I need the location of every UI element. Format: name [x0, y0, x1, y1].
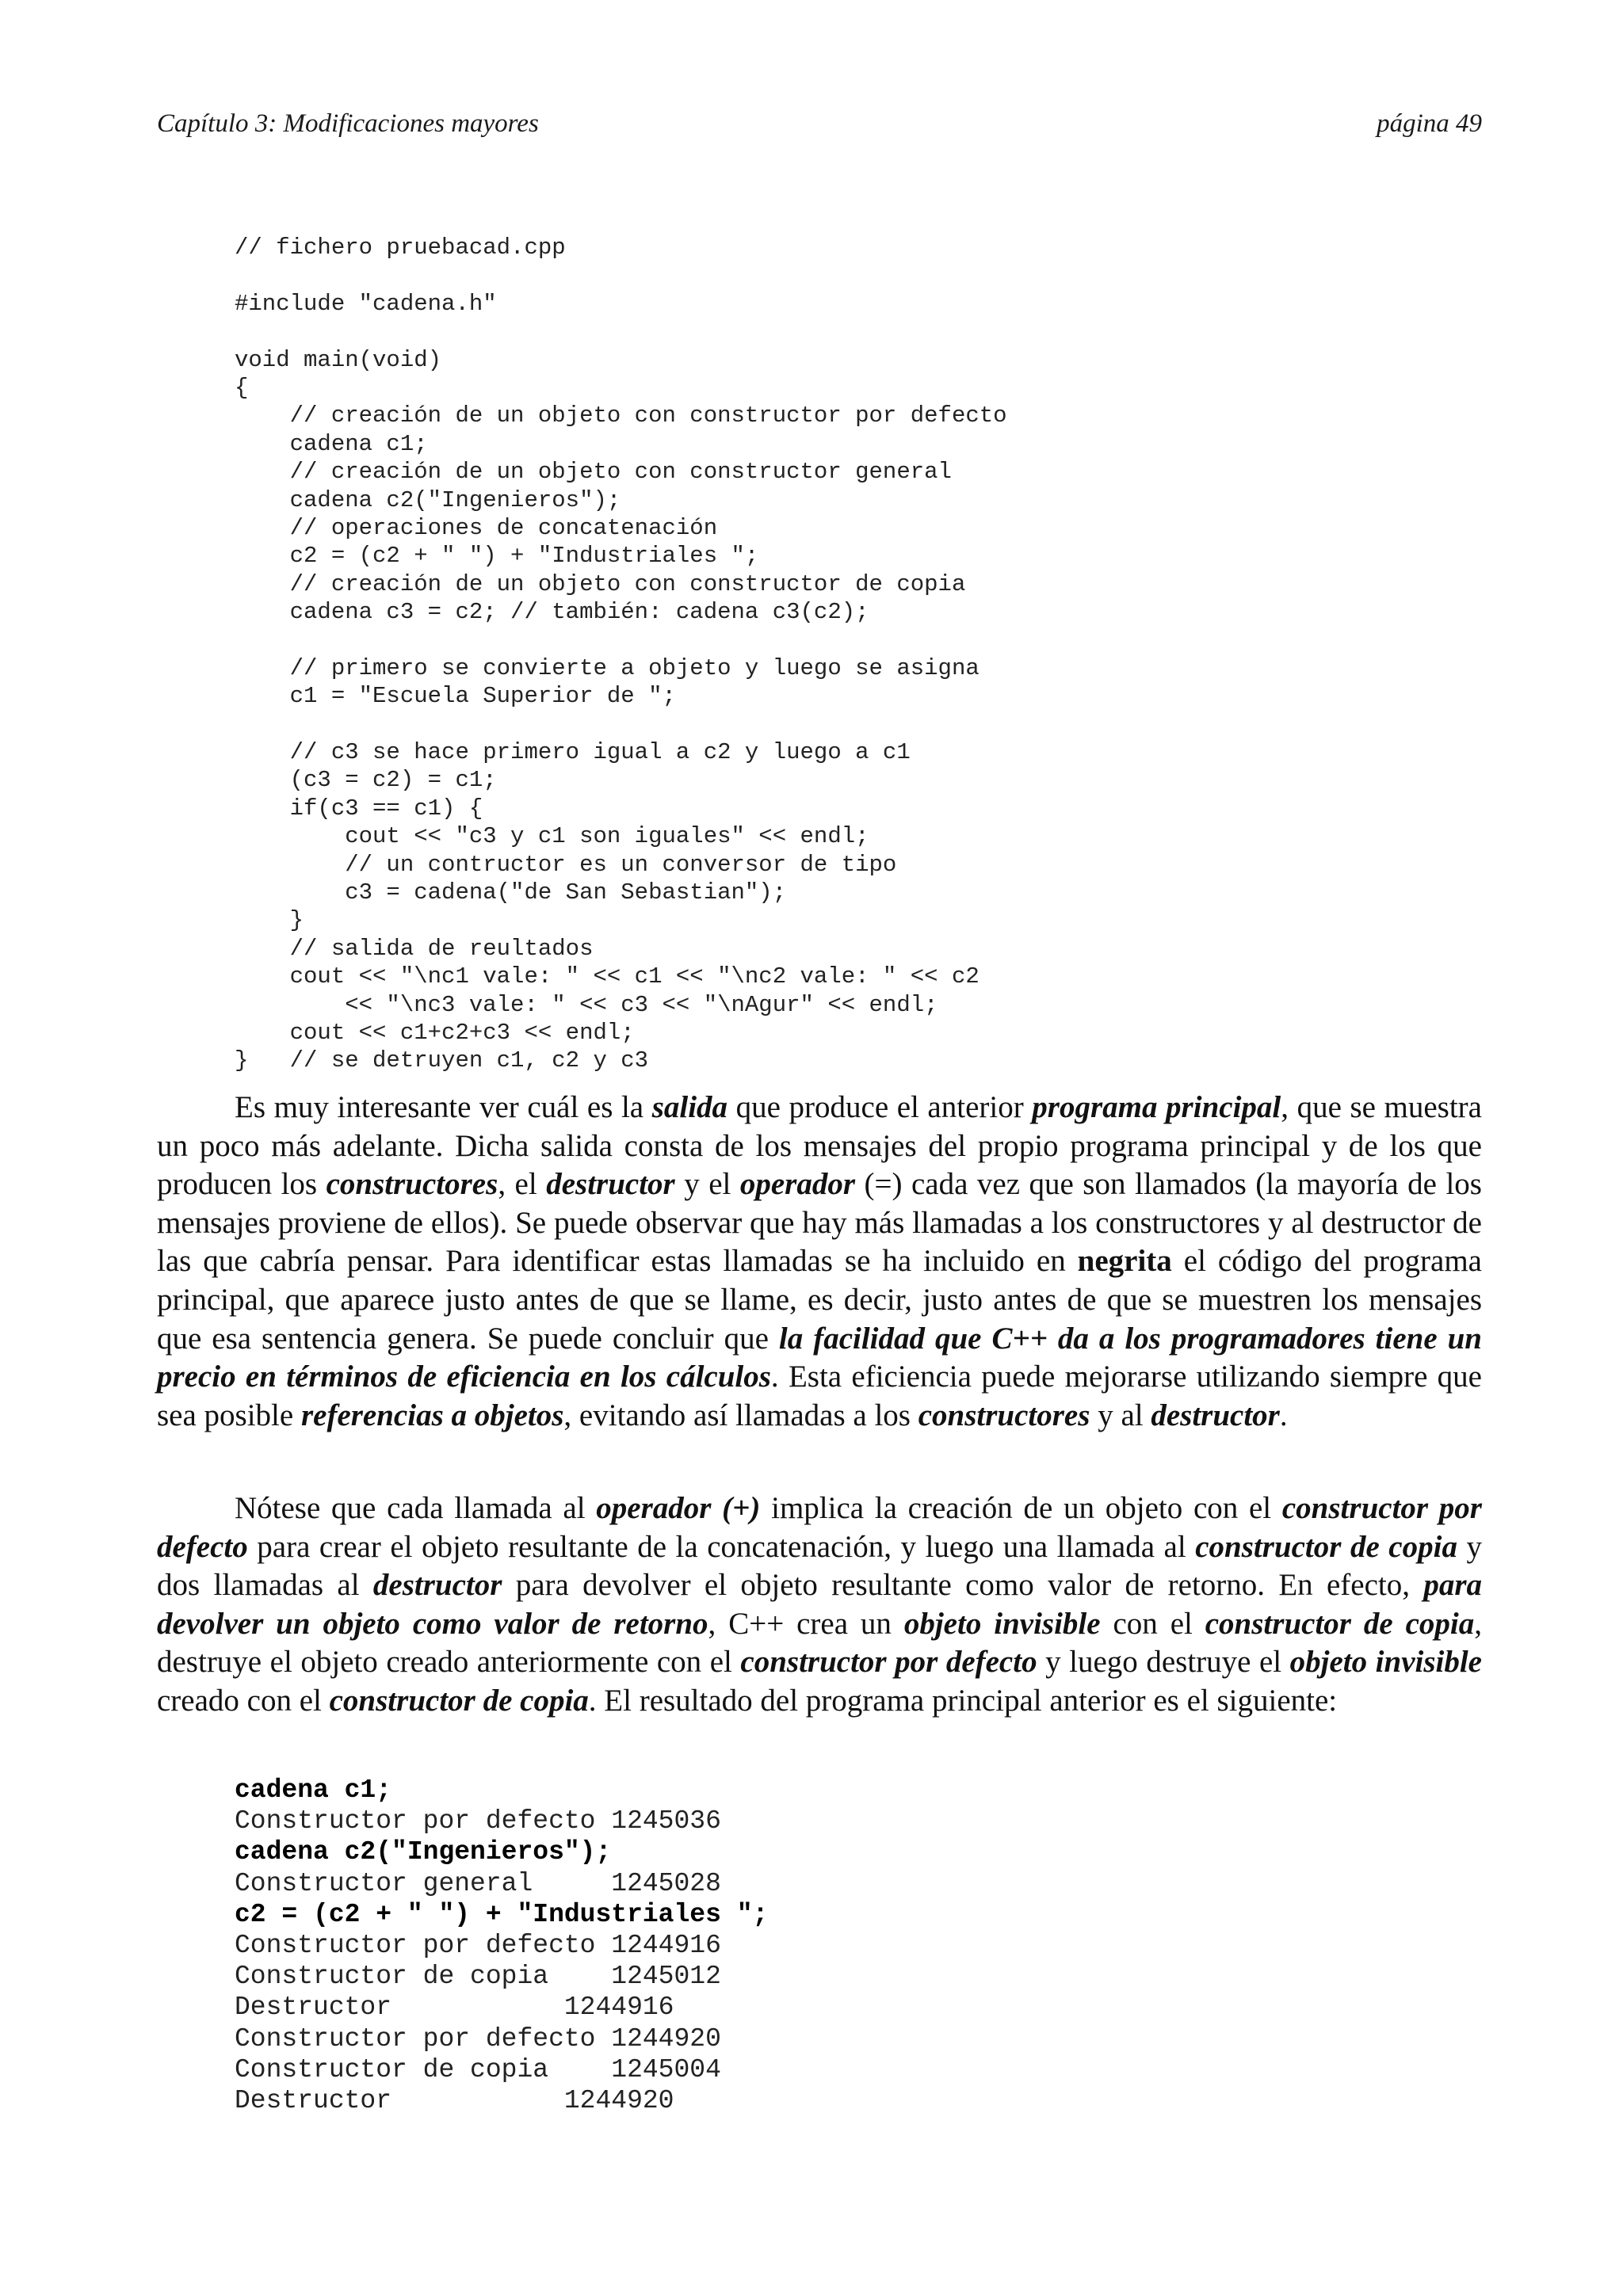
code-line: (c3 = c2) = c1;	[235, 767, 497, 794]
code-line: // creación de un objeto con constructor por defecto	[235, 402, 1007, 429]
page-number: página 49	[1377, 109, 1482, 138]
emphasis-text: para devolver un objeto como valor de retorno	[157, 1568, 1483, 1641]
emphasis-text: constructor por defecto	[157, 1491, 1482, 1564]
output-message-line: Destructor 1244916	[235, 1993, 674, 2023]
emphasis-text: constructores	[326, 1167, 498, 1202]
code-line: // c3 se hace primero igual a c2 y luego a c1	[235, 739, 911, 766]
code-listing-pruebacad	[235, 234, 1007, 1075]
body-text: que produce el anterior	[727, 1090, 1033, 1124]
code-line: // creación de un objeto con constructor de copia	[235, 570, 966, 597]
body-text: para crear el objeto resultante de la concatenación, y luego una llamada al	[247, 1529, 1196, 1564]
body-text: .	[1279, 1398, 1288, 1432]
emphasis-text: negrita	[1077, 1244, 1172, 1279]
page-header	[157, 109, 1482, 149]
output-message-line: Constructor de copia 1245012	[235, 1962, 721, 1992]
code-line: // operaciones de concatenación	[235, 514, 718, 541]
code-line: // fichero pruebacad.cpp	[235, 235, 566, 261]
output-message-line: Constructor por defecto 1244920	[235, 2023, 721, 2054]
code-line: cadena c1;	[235, 430, 428, 457]
code-line: cout << c1+c2+c3 << endl;	[235, 1019, 635, 1046]
code-line: cout << "\nc1 vale: " << c1 << "\nc2 vale: " << c2	[235, 963, 980, 990]
code-line: void main(void)	[235, 346, 442, 373]
body-text: , C++ crea un	[708, 1606, 904, 1641]
body-text: con el	[1100, 1606, 1205, 1641]
paragraph-operador	[157, 1489, 1482, 1721]
code-line: c1 = "Escuela Superior de ";	[235, 683, 676, 710]
emphasis-text: objeto invisible	[903, 1606, 1101, 1641]
code-line: c3 = cadena("de San Sebastian");	[235, 879, 787, 906]
body-text: (=) cada vez que son llamados (la mayoría de los mensajes proviene de ellos). Se puede observar que hay más llamadas a los constructores y al destructor de las que cabría pensar. Para identificar estas llamadas se ha incluido en	[157, 1167, 1482, 1279]
body-text: , destruye el objeto creado anteriormente con el	[157, 1606, 1482, 1680]
code-line: // creación de un objeto con constructor general	[235, 459, 952, 486]
output-source-statement: cadena c2("Ingenieros");	[235, 1837, 612, 1867]
code-line	[235, 711, 1007, 738]
body-text: para devolver el objeto resultante como valor de retorno. En efecto,	[502, 1568, 1424, 1603]
emphasis-text: operador	[739, 1167, 856, 1202]
emphasis-text: constructores	[918, 1398, 1090, 1432]
code-line: if(c3 == c1) {	[235, 795, 483, 822]
emphasis-text: la facilidad que C++ da a los programadores tiene un precio en términos de eficiencia en los cálculos	[157, 1321, 1483, 1394]
code-line: c2 = (c2 + " ") + "Industriales ";	[235, 543, 759, 570]
paragraph-1-text	[157, 1089, 1482, 1435]
code-line: {	[235, 374, 249, 401]
output-source-statement: c2 = (c2 + " ") + "Industriales ";	[235, 1899, 769, 1929]
emphasis-text: constructor por defecto	[740, 1645, 1037, 1680]
code-line: // salida de reultados	[235, 935, 594, 962]
body-text: Es muy interesante ver cuál es la	[235, 1090, 652, 1124]
body-text: y luego destruye el	[1037, 1645, 1290, 1680]
body-text: y dos llamadas al	[157, 1529, 1483, 1603]
code-line: }	[235, 907, 304, 934]
body-text: y al	[1090, 1398, 1151, 1432]
body-text: , que se muestra un poco más adelante. Dicha salida consta de los mensajes del propio programa principal y de los que producen los	[157, 1090, 1482, 1202]
paragraph-salida	[157, 1089, 1482, 1435]
code-line: // primero se convierte a objeto y luego se asigna	[235, 654, 980, 681]
body-text: el código del programa principal, que aparece justo antes de que se llame, es decir, justo antes de que se muestren los mensajes que esa sentencia genera. Se puede concluir que	[157, 1244, 1482, 1356]
emphasis-text: destructor	[1151, 1398, 1280, 1432]
paragraph-2-text	[157, 1489, 1482, 1721]
code-line: } // se detruyen c1, c2 y c3	[235, 1047, 649, 1074]
code-line: cadena c2("Ingenieros");	[235, 486, 621, 513]
program-output-listing	[235, 1775, 768, 2116]
code-line	[235, 626, 1007, 654]
body-text: Nótese que cada llamada al	[235, 1491, 597, 1525]
emphasis-text: objeto invisible	[1289, 1645, 1482, 1680]
code-line: << "\nc3 vale: " << c3 << "\nAgur" << endl;	[235, 991, 938, 1018]
emphasis-text: constructor de copia	[329, 1683, 589, 1718]
body-text: implica la creación de un objeto con el	[760, 1491, 1282, 1525]
code-line	[235, 261, 1007, 289]
code-line: #include "cadena.h"	[235, 290, 497, 317]
body-text: y el	[674, 1167, 740, 1202]
emphasis-text: constructor de copia	[1195, 1529, 1457, 1564]
output-message-line: Constructor de copia 1245004	[235, 2054, 721, 2084]
output-message-line: Constructor general 1245028	[235, 1868, 721, 1898]
body-text: , evitando así llamadas a los	[563, 1398, 918, 1432]
code-line: // un contructor es un conversor de tipo	[235, 851, 897, 878]
emphasis-text: salida	[651, 1090, 728, 1124]
body-text: , el	[498, 1167, 547, 1202]
emphasis-text: destructor	[372, 1568, 502, 1603]
emphasis-text: programa principal	[1032, 1090, 1281, 1124]
emphasis-text: destructor	[546, 1167, 675, 1202]
output-source-statement: cadena c1;	[235, 1775, 392, 1805]
body-text: . Esta eficiencia puede mejorarse utilizando siempre que sea posible	[157, 1360, 1482, 1432]
code-line: cout << "c3 y c1 son iguales" << endl;	[235, 823, 869, 850]
output-message-line: Destructor 1244920	[235, 2085, 674, 2115]
body-text: . El resultado del programa principal anterior es el siguiente:	[588, 1683, 1338, 1718]
code-line	[235, 318, 1007, 345]
code-line: cadena c3 = c2; // también: cadena c3(c2);	[235, 599, 869, 626]
body-text: creado con el	[157, 1683, 330, 1718]
output-message-line: Constructor por defecto 1244916	[235, 1930, 721, 1960]
output-message-line: Constructor por defecto 1245036	[235, 1806, 721, 1836]
emphasis-text: referencias a objetos	[300, 1398, 564, 1432]
emphasis-text: operador (+)	[596, 1491, 761, 1525]
chapter-title: Capítulo 3: Modificaciones mayores	[157, 109, 539, 138]
emphasis-text: constructor de copia	[1205, 1606, 1475, 1641]
